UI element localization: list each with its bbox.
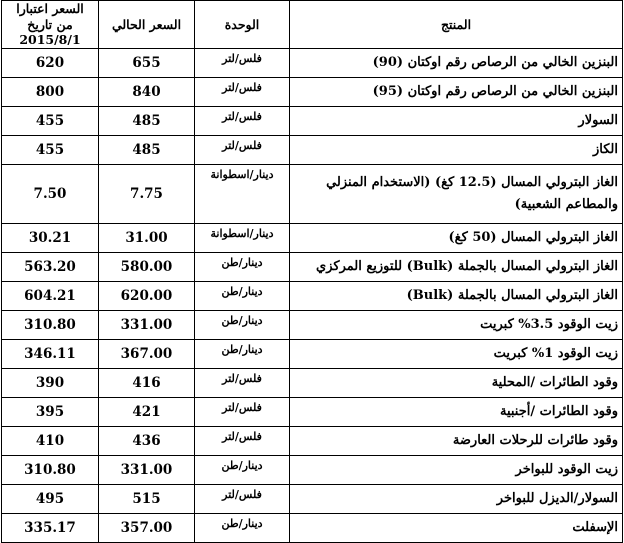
header-unit: الوحدة bbox=[195, 1, 290, 49]
product-cell: الغاز البترولي المسال بالجملة (Bulk) bbox=[290, 281, 623, 310]
header-current-price: السعر الحالي bbox=[99, 1, 195, 49]
table-row bbox=[2, 397, 623, 426]
previous-price-cell: 495 bbox=[2, 484, 99, 513]
previous-price-cell: 455 bbox=[2, 106, 99, 135]
unit-cell: فلس/لتر bbox=[195, 484, 290, 513]
previous-price-cell: 310.80 bbox=[2, 310, 99, 339]
current-price-cell: 331.00 bbox=[99, 310, 195, 339]
unit-cell: فلس/لتر bbox=[195, 397, 290, 426]
current-price-cell: 7.75 bbox=[99, 164, 195, 223]
product-cell: وقود الطائرات /المحلية bbox=[290, 368, 623, 397]
current-price-cell: 840 bbox=[99, 77, 195, 106]
unit-cell: فلس/لتر bbox=[195, 135, 290, 164]
table-row bbox=[2, 106, 623, 135]
product-cell: البنزين الخالي من الرصاص رقم اوكتان (95) bbox=[290, 77, 623, 106]
product-cell: الغاز البترولي المسال (50 كغ) bbox=[290, 223, 623, 252]
unit-cell: دينار/اسطوانة bbox=[195, 164, 290, 223]
current-price-cell: 31.00 bbox=[99, 223, 195, 252]
product-cell: زيت الوقود 3.5% كبريت bbox=[290, 310, 623, 339]
previous-price-cell: 563.20 bbox=[2, 252, 99, 281]
table-row bbox=[2, 252, 623, 281]
current-price-cell: 655 bbox=[99, 48, 195, 77]
unit-cell: دينار/طن bbox=[195, 281, 290, 310]
previous-price-cell: 30.21 bbox=[2, 223, 99, 252]
product-cell: السولار bbox=[290, 106, 623, 135]
table-row bbox=[2, 368, 623, 397]
previous-price-cell: 310.80 bbox=[2, 455, 99, 484]
header-product: المنتج bbox=[290, 1, 623, 49]
current-price-cell: 580.00 bbox=[99, 252, 195, 281]
table-row bbox=[2, 426, 623, 455]
current-price-cell: 620.00 bbox=[99, 281, 195, 310]
table-row bbox=[2, 455, 623, 484]
current-price-cell: 421 bbox=[99, 397, 195, 426]
unit-cell: دينار/طن bbox=[195, 252, 290, 281]
current-price-cell: 485 bbox=[99, 135, 195, 164]
current-price-cell: 331.00 bbox=[99, 455, 195, 484]
previous-price-cell: 335.17 bbox=[2, 513, 99, 542]
current-price-cell: 367.00 bbox=[99, 339, 195, 368]
unit-cell: دينار/طن bbox=[195, 310, 290, 339]
current-price-cell: 416 bbox=[99, 368, 195, 397]
product-cell: السولار/الديزل للبواخر bbox=[290, 484, 623, 513]
current-price-cell: 357.00 bbox=[99, 513, 195, 542]
unit-cell: دينار/طن bbox=[195, 513, 290, 542]
table-row bbox=[2, 484, 623, 513]
previous-price-cell: 390 bbox=[2, 368, 99, 397]
previous-price-cell: 410 bbox=[2, 426, 99, 455]
header-previous-price: السعر اعتبارا من تاريخ 2015/8/1 bbox=[2, 1, 99, 49]
unit-cell: فلس/لتر bbox=[195, 77, 290, 106]
product-cell: وقود الطائرات /أجنبية bbox=[290, 397, 623, 426]
table-row bbox=[2, 281, 623, 310]
table-row bbox=[2, 223, 623, 252]
product-cell: الغاز البترولي المسال بالجملة (Bulk) للتوزيع المركزي bbox=[290, 252, 623, 281]
table-row bbox=[2, 135, 623, 164]
previous-price-cell: 800 bbox=[2, 77, 99, 106]
product-cell: زيت الوقود 1% كبريت bbox=[290, 339, 623, 368]
current-price-cell: 515 bbox=[99, 484, 195, 513]
unit-cell: فلس/لتر bbox=[195, 426, 290, 455]
product-cell: الكاز bbox=[290, 135, 623, 164]
unit-cell: فلس/لتر bbox=[195, 368, 290, 397]
product-cell: الغاز البترولي المسال (12.5 كغ) (الاستخدام المنزلي والمطاعم الشعبية) bbox=[290, 164, 623, 223]
unit-cell: دينار/طن bbox=[195, 455, 290, 484]
previous-price-cell: 395 bbox=[2, 397, 99, 426]
product-cell: الإسفلت bbox=[290, 513, 623, 542]
table-header-row bbox=[2, 1, 623, 49]
product-cell: البنزين الخالي من الرصاص رقم اوكتان (90) bbox=[290, 48, 623, 77]
table-row bbox=[2, 48, 623, 77]
unit-cell: فلس/لتر bbox=[195, 106, 290, 135]
current-price-cell: 436 bbox=[99, 426, 195, 455]
previous-price-cell: 455 bbox=[2, 135, 99, 164]
table-row bbox=[2, 164, 623, 223]
table-row bbox=[2, 513, 623, 542]
unit-cell: دينار/اسطوانة bbox=[195, 223, 290, 252]
unit-cell: فلس/لتر bbox=[195, 48, 290, 77]
product-cell: وقود طائرات للرحلات العارضة bbox=[290, 426, 623, 455]
table-row bbox=[2, 310, 623, 339]
unit-cell: دينار/طن bbox=[195, 339, 290, 368]
table-row bbox=[2, 339, 623, 368]
previous-price-cell: 346.11 bbox=[2, 339, 99, 368]
previous-price-cell: 7.50 bbox=[2, 164, 99, 223]
previous-price-cell: 620 bbox=[2, 48, 99, 77]
previous-price-cell: 604.21 bbox=[2, 281, 99, 310]
product-cell: زيت الوقود للبواخر bbox=[290, 455, 623, 484]
fuel-price-table bbox=[1, 0, 623, 543]
current-price-cell: 485 bbox=[99, 106, 195, 135]
table-row bbox=[2, 77, 623, 106]
